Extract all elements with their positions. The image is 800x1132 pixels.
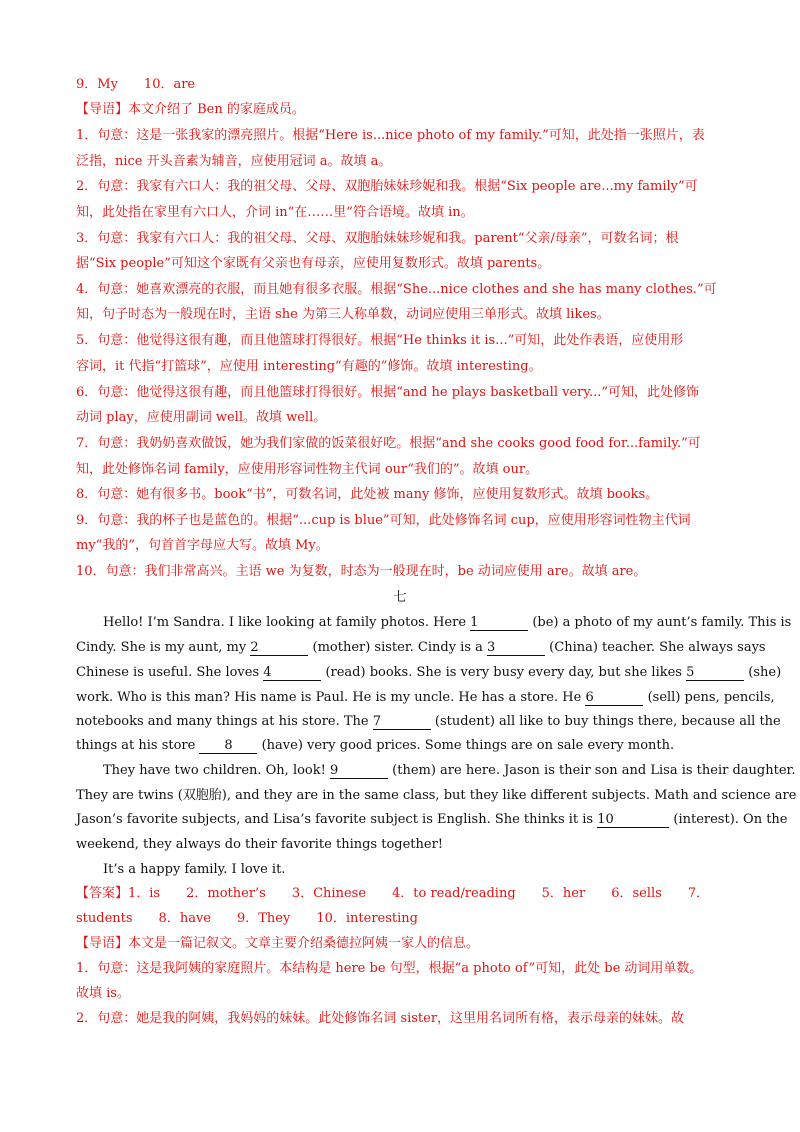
passage-line: [76, 737, 726, 755]
explanation-line: 6．句意：他觉得这很有趣，而且他篮球打得很好。根据“and he plays basketball very...”可知，此处修饰: [76, 385, 700, 400]
section-title: 七: [393, 590, 407, 605]
passage-text: Jason’s favorite subjects, and Lisa’s favorite subject is English. She thinks it is: [76, 812, 594, 827]
explanation-line: 3．句意：我家有六口人：我的祖父母、父母、双胞胎妹妹珍妮和我。parent“父亲/母亲”，可数名词；根: [76, 231, 679, 246]
answer-line: students 8．have 9．They 10．interesting: [76, 911, 418, 926]
blank-10[interactable]: 10: [597, 812, 669, 828]
passage-text: things at his store: [76, 738, 196, 753]
blank-5[interactable]: 5: [686, 665, 744, 681]
passage-text: They have two children. Oh, look!: [103, 763, 326, 778]
passage-line: It’s a happy family. I love it.: [103, 862, 286, 877]
explanation-line: 7．句意：我奶奶喜欢做饭，她为我们家做的饭菜很好吃。根据“and she cooks good food for...family.”可: [76, 436, 701, 451]
blank-6[interactable]: 6: [585, 690, 643, 706]
blank-2[interactable]: 2: [250, 640, 308, 656]
explanation-line: 故填 is。: [76, 986, 130, 1001]
explanation-line: 1．句意：这是一张我家的漂亮照片。根据“Here is...nice photo of my family.”可知，此处指一张照片，表: [76, 128, 705, 143]
passage-text: work. Who is this man? His name is Paul. He is my uncle. He has a store. He: [76, 690, 582, 705]
passage-text: (she): [748, 665, 782, 680]
passage-text: notebooks and many things at his store. The: [76, 714, 369, 729]
passage-text: (interest). On the: [673, 812, 788, 827]
explanation-line: 4．句意：她喜欢漂亮的衣服，而且她有很多衣服。根据“She...nice clothes and she has many clothes.”可: [76, 282, 717, 297]
passage-line: [76, 689, 775, 707]
explanation-line: 知，句子时态为一般现在时，主语 she 为第三人称单数，动词应使用三单形式。故填 likes。: [76, 307, 610, 322]
explanation-line: 动词 play，应使用副词 well。故填 well。: [76, 410, 327, 425]
passage-text: Cindy. She is my aunt, my: [76, 640, 247, 655]
explanation-line: 泛指，nice 开头音素为辅音，应使用冠词 a。故填 a。: [76, 154, 392, 169]
passage-line: [76, 811, 788, 829]
answer-line: 【答案】1．is 2．mother’s 3．Chinese 4．to read/reading 5．her 6．sells 7．: [76, 886, 710, 901]
passage-text: (read) books. She is very busy every day, but she likes: [325, 665, 682, 680]
passage-line: [103, 614, 792, 632]
passage-line: [76, 639, 766, 657]
passage-text: (be) a photo of my aunt’s family. This is: [532, 615, 792, 630]
passage-line: They are twins (双胞胎), and they are in the same class, but they like different subjects. Math and science are: [76, 788, 797, 803]
passage-text: (have) very good prices. Some things are on sale every month.: [261, 738, 675, 753]
previous-answers: 9．My 10．are: [76, 77, 196, 92]
explanation-line: 据“Six people”可知这个家既有父亲也有母亲，应使用复数形式。故填 parents。: [76, 256, 551, 271]
explanation-line: 10．句意：我们非常高兴。主语 we 为复数，时态为一般现在时，be 动词应使用 are。故填 are。: [76, 564, 647, 579]
blank-7[interactable]: 7: [373, 714, 431, 730]
blank-9[interactable]: 9: [330, 763, 388, 779]
passage-text: (sell) pens, pencils,: [647, 690, 775, 705]
passage-text: Chinese is useful. She loves: [76, 665, 260, 680]
passage-line: [103, 762, 796, 780]
blank-4[interactable]: 4: [263, 665, 321, 681]
guide-line: 【导语】本文是一篇记叙文。文章主要介绍桑德拉阿姨一家人的信息。: [76, 936, 480, 951]
explanation-line: 1．句意：这是我阿姨的家庭照片。本结构是 here be 句型，根据“a photo of”可知，此处 be 动词用单数。: [76, 961, 703, 976]
previous-guide: 【导语】本文介绍了 Ben 的家庭成员。: [76, 102, 305, 117]
passage-line: weekend, they always do their favorite things together!: [76, 837, 444, 852]
explanation-line: my“我的”，句首首字母应大写。故填 My。: [76, 538, 329, 553]
passage-text: Hello! I’m Sandra. I like looking at family photos. Here: [103, 615, 467, 630]
explanation-line: 知，此处修饰名词 family，应使用形容词性物主代词 our“我们的”。故填 our。: [76, 462, 539, 477]
explanation-line: 2．句意：她是我的阿姨，我妈妈的妹妹。此处修饰名词 sister，这里用名词所有格，表示母亲的妹妹。故: [76, 1011, 685, 1026]
blank-3[interactable]: 3: [487, 640, 545, 656]
explanation-line: 5．句意：他觉得这很有趣，而且他篮球打得很好。根据“He thinks it is...”可知，此处作表语，应使用形: [76, 333, 684, 348]
explanation-line: 2．句意：我家有六口人：我的祖父母、父母、双胞胎妹妹珍妮和我。根据“Six people are...my family”可: [76, 179, 698, 194]
passage-text: (them) are here. Jason is their son and Lisa is their daughter.: [392, 763, 796, 778]
blank-8[interactable]: 8: [199, 738, 257, 754]
passage-text: (student) all like to buy things there, because all the: [434, 714, 781, 729]
passage-line: [76, 713, 781, 731]
passage-text: (mother) sister. Cindy is a: [312, 640, 483, 655]
explanation-line: 8．句意：她有很多书。book“书”，可数名词，此处被 many 修饰，应使用复数形式。故填 books。: [76, 487, 659, 502]
blank-1[interactable]: 1: [470, 615, 528, 631]
explanation-line: 容词，it 代指“打篮球”，应使用 interesting“有趣的”修饰。故填 interesting。: [76, 359, 542, 374]
explanation-line: 9．句意：我的杯子也是蓝色的。根据“...cup is blue”可知，此处修饰名词 cup，应使用形容词性物主代词: [76, 513, 691, 528]
passage-text: (China) teacher. She always says: [549, 640, 766, 655]
passage-line: [76, 664, 782, 682]
explanation-line: 知，此处指在家里有六口人，介词 in“在……里”符合语境。故填 in。: [76, 205, 474, 220]
